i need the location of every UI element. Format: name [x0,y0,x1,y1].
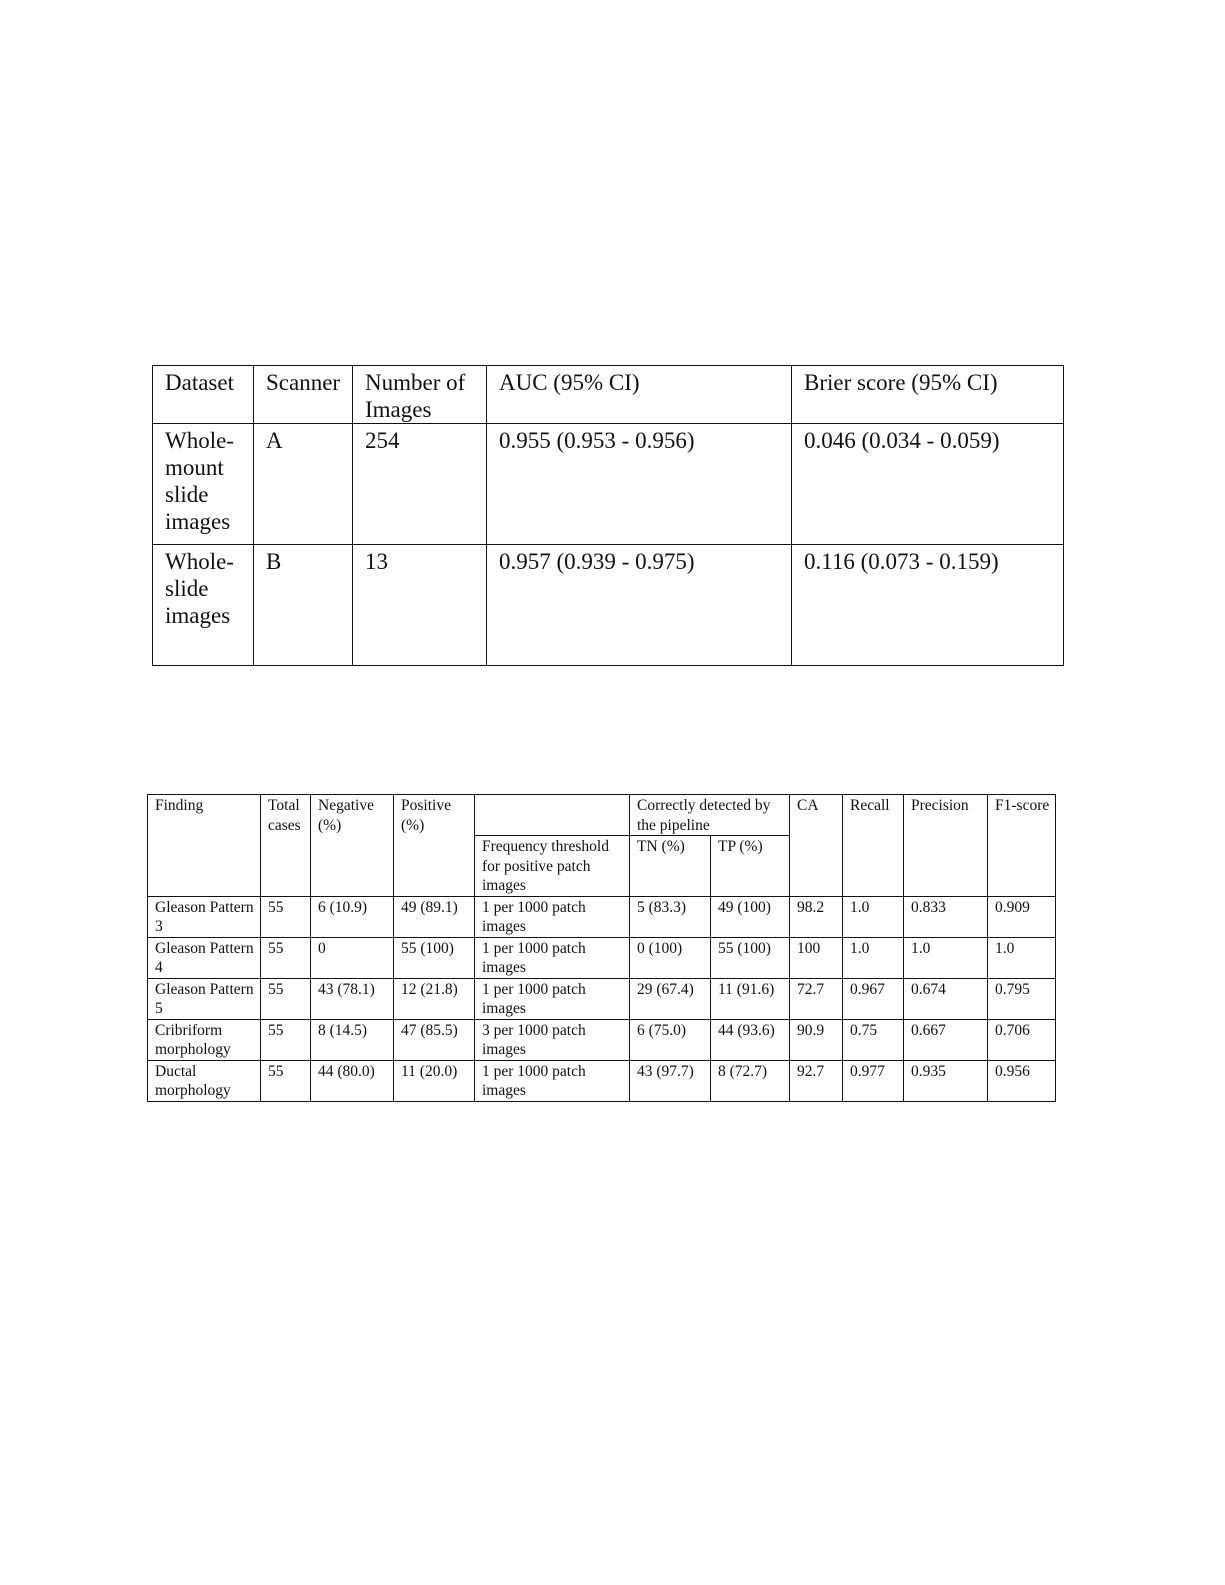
header-tp: TP (%) [711,836,790,897]
header-f1-score: F1-score [988,795,1056,897]
cell-threshold: 1 per 1000 patch images [475,896,630,937]
cell-brier: 0.116 (0.073 - 0.159) [792,545,1064,666]
cell-total: 55 [261,896,311,937]
cell-f1: 0.795 [988,978,1056,1019]
header-brier-score: Brier score (95% CI) [792,366,1064,424]
cell-positive: 11 (20.0) [394,1060,475,1101]
cell-finding: Ductal morphology [148,1060,261,1101]
cell-threshold: 1 per 1000 patch images [475,978,630,1019]
cell-tn: 43 (97.7) [630,1060,711,1101]
cell-scanner: A [254,424,353,545]
cell-total: 55 [261,1060,311,1101]
cell-total: 55 [261,937,311,978]
cell-recall: 1.0 [843,896,904,937]
cell-dataset: Whole-slide images [153,545,254,666]
cell-ca: 100 [790,937,843,978]
cell-auc: 0.957 (0.939 - 0.975) [487,545,792,666]
cell-num-images: 254 [353,424,487,545]
cell-tp: 55 (100) [711,937,790,978]
results-table-findings [147,794,1056,1102]
cell-threshold: 1 per 1000 patch images [475,1060,630,1101]
cell-positive: 49 (89.1) [394,896,475,937]
cell-precision: 0.833 [904,896,988,937]
results-table-scanners [152,365,1064,666]
cell-threshold: 1 per 1000 patch images [475,937,630,978]
cell-negative: 43 (78.1) [311,978,394,1019]
cell-tp: 49 (100) [711,896,790,937]
cell-ca: 92.7 [790,1060,843,1101]
header-tn: TN (%) [630,836,711,897]
cell-positive: 47 (85.5) [394,1019,475,1060]
cell-ca: 98.2 [790,896,843,937]
cell-brier: 0.046 (0.034 - 0.059) [792,424,1064,545]
cell-finding: Gleason Pattern 5 [148,978,261,1019]
cell-tn: 29 (67.4) [630,978,711,1019]
table-row [153,545,1064,666]
table-row [153,424,1064,545]
cell-f1: 1.0 [988,937,1056,978]
cell-recall: 1.0 [843,937,904,978]
cell-scanner: B [254,545,353,666]
header-blank [475,795,630,836]
header-recall: Recall [843,795,904,897]
cell-num-images: 13 [353,545,487,666]
header-dataset: Dataset [153,366,254,424]
cell-negative: 6 (10.9) [311,896,394,937]
cell-dataset: Whole-mount slide images [153,424,254,545]
cell-auc: 0.955 (0.953 - 0.956) [487,424,792,545]
cell-finding: Gleason Pattern 4 [148,937,261,978]
cell-finding: Gleason Pattern 3 [148,896,261,937]
cell-positive: 12 (21.8) [394,978,475,1019]
header-precision: Precision [904,795,988,897]
cell-precision: 0.674 [904,978,988,1019]
cell-precision: 0.667 [904,1019,988,1060]
cell-recall: 0.967 [843,978,904,1019]
cell-recall: 0.977 [843,1060,904,1101]
table-header-row [148,795,1056,836]
header-positive: Positive (%) [394,795,475,897]
cell-f1: 0.706 [988,1019,1056,1060]
header-negative: Negative (%) [311,795,394,897]
header-correctly-detected: Correctly detected by the pipeline [630,795,790,836]
cell-precision: 0.935 [904,1060,988,1101]
cell-ca: 72.7 [790,978,843,1019]
cell-tn: 5 (83.3) [630,896,711,937]
table-row [148,1060,1056,1101]
header-frequency-threshold: Frequency threshold for positive patch images [475,836,630,897]
header-scanner: Scanner [254,366,353,424]
cell-total: 55 [261,1019,311,1060]
cell-tn: 6 (75.0) [630,1019,711,1060]
cell-f1: 0.909 [988,896,1056,937]
cell-f1: 0.956 [988,1060,1056,1101]
cell-negative: 0 [311,937,394,978]
cell-finding: Cribriform morphology [148,1019,261,1060]
header-total-cases: Total cases [261,795,311,897]
table-row [148,1019,1056,1060]
cell-threshold: 3 per 1000 patch images [475,1019,630,1060]
header-number-of-images: Number of Images [353,366,487,424]
cell-tn: 0 (100) [630,937,711,978]
cell-recall: 0.75 [843,1019,904,1060]
header-ca: CA [790,795,843,897]
cell-negative: 8 (14.5) [311,1019,394,1060]
cell-total: 55 [261,978,311,1019]
cell-tp: 44 (93.6) [711,1019,790,1060]
header-auc: AUC (95% CI) [487,366,792,424]
cell-ca: 90.9 [790,1019,843,1060]
cell-tp: 11 (91.6) [711,978,790,1019]
cell-negative: 44 (80.0) [311,1060,394,1101]
cell-positive: 55 (100) [394,937,475,978]
table-row [148,896,1056,937]
table-row [148,937,1056,978]
cell-precision: 1.0 [904,937,988,978]
table-row [148,978,1056,1019]
cell-tp: 8 (72.7) [711,1060,790,1101]
table-header-row [153,366,1064,424]
header-finding: Finding [148,795,261,897]
